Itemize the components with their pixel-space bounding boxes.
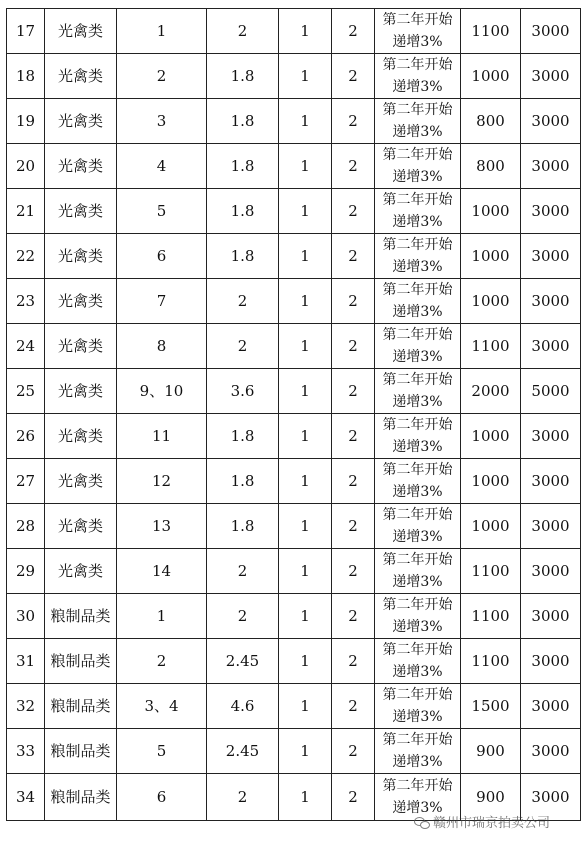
cell-category: 光禽类: [45, 549, 117, 594]
table-row: [7, 414, 581, 459]
cell-column-6: 2: [332, 549, 375, 594]
note-line-2: 递增3%: [392, 34, 443, 50]
cell-area: 1.8: [207, 189, 279, 234]
note-line-2: 递增3%: [392, 709, 443, 725]
cell-price-2: 5000: [521, 369, 581, 414]
cell-stall-number: 7: [117, 279, 207, 324]
cell-price-1: 1000: [461, 504, 521, 549]
cell-price-1: 1100: [461, 549, 521, 594]
note-line-2: 递增3%: [392, 664, 443, 680]
table-row: [7, 504, 581, 549]
cell-number: 25: [7, 369, 45, 414]
cell-stall-number: 9、10: [117, 369, 207, 414]
table-row: [7, 54, 581, 99]
cell-price-2: 3000: [521, 9, 581, 54]
cell-price-2: 3000: [521, 774, 581, 821]
cell-column-5: 1: [279, 189, 332, 234]
cell-area: 2: [207, 324, 279, 369]
cell-rent-increase-note: [375, 414, 461, 459]
note-line-2: 递增3%: [392, 394, 443, 410]
cell-price-1: 800: [461, 144, 521, 189]
cell-column-5: 1: [279, 459, 332, 504]
note-line-2: 递增3%: [392, 349, 443, 365]
cell-rent-increase-note: [375, 504, 461, 549]
cell-number: 21: [7, 189, 45, 234]
cell-area: 2: [207, 594, 279, 639]
table-body: [7, 9, 581, 821]
cell-area: 1.8: [207, 144, 279, 189]
cell-category: 光禽类: [45, 54, 117, 99]
cell-column-5: 1: [279, 549, 332, 594]
note-line-2: 递增3%: [392, 79, 443, 95]
note-line-1: 第二年开始: [382, 102, 453, 118]
note-line-1: 第二年开始: [382, 642, 453, 658]
table-row: [7, 324, 581, 369]
table-row: [7, 684, 581, 729]
cell-column-5: 1: [279, 504, 332, 549]
cell-column-5: 1: [279, 369, 332, 414]
cell-number: 34: [7, 774, 45, 821]
wechat-icon: [414, 816, 430, 828]
cell-column-5: 1: [279, 99, 332, 144]
cell-price-2: 3000: [521, 144, 581, 189]
table-row: [7, 639, 581, 684]
cell-area: 1.8: [207, 504, 279, 549]
table-row: [7, 729, 581, 774]
note-line-1: 第二年开始: [382, 237, 453, 253]
cell-rent-increase-note: [375, 99, 461, 144]
cell-area: 2: [207, 9, 279, 54]
note-line-1: 第二年开始: [382, 57, 453, 73]
cell-area: 1.8: [207, 459, 279, 504]
cell-column-6: 2: [332, 459, 375, 504]
cell-rent-increase-note: [375, 144, 461, 189]
cell-number: 30: [7, 594, 45, 639]
cell-rent-increase-note: [375, 279, 461, 324]
cell-price-2: 3000: [521, 684, 581, 729]
cell-price-2: 3000: [521, 99, 581, 144]
cell-rent-increase-note: [375, 54, 461, 99]
cell-number: 26: [7, 414, 45, 459]
cell-price-2: 3000: [521, 189, 581, 234]
cell-category: 光禽类: [45, 504, 117, 549]
cell-price-1: 1000: [461, 279, 521, 324]
cell-stall-number: 13: [117, 504, 207, 549]
cell-area: 2: [207, 279, 279, 324]
cell-column-5: 1: [279, 594, 332, 639]
table-row: [7, 99, 581, 144]
cell-category: 粮制品类: [45, 594, 117, 639]
cell-rent-increase-note: [375, 639, 461, 684]
cell-column-6: 2: [332, 54, 375, 99]
cell-stall-number: 2: [117, 639, 207, 684]
note-line-2: 递增3%: [392, 214, 443, 230]
table-row: [7, 459, 581, 504]
cell-category: 光禽类: [45, 324, 117, 369]
cell-column-6: 2: [332, 414, 375, 459]
cell-number: 32: [7, 684, 45, 729]
cell-stall-number: 3、4: [117, 684, 207, 729]
cell-price-2: 3000: [521, 54, 581, 99]
cell-rent-increase-note: [375, 594, 461, 639]
cell-price-1: 900: [461, 774, 521, 821]
cell-column-6: 2: [332, 189, 375, 234]
cell-column-6: 2: [332, 774, 375, 821]
cell-number: 24: [7, 324, 45, 369]
cell-column-5: 1: [279, 9, 332, 54]
cell-column-5: 1: [279, 279, 332, 324]
cell-area: 1.8: [207, 414, 279, 459]
cell-category: 粮制品类: [45, 729, 117, 774]
note-line-1: 第二年开始: [382, 597, 453, 613]
cell-stall-number: 11: [117, 414, 207, 459]
cell-stall-number: 2: [117, 54, 207, 99]
cell-column-5: 1: [279, 729, 332, 774]
cell-price-2: 3000: [521, 729, 581, 774]
cell-price-1: 1500: [461, 684, 521, 729]
cell-rent-increase-note: [375, 459, 461, 504]
cell-column-6: 2: [332, 504, 375, 549]
cell-rent-increase-note: [375, 324, 461, 369]
cell-column-6: 2: [332, 369, 375, 414]
cell-price-1: 1000: [461, 459, 521, 504]
cell-stall-number: 1: [117, 594, 207, 639]
cell-category: 光禽类: [45, 279, 117, 324]
cell-column-6: 2: [332, 279, 375, 324]
table-row: [7, 594, 581, 639]
cell-column-5: 1: [279, 54, 332, 99]
cell-stall-number: 5: [117, 189, 207, 234]
cell-column-5: 1: [279, 414, 332, 459]
cell-column-5: 1: [279, 684, 332, 729]
note-line-1: 第二年开始: [382, 687, 453, 703]
note-line-2: 递增3%: [392, 169, 443, 185]
cell-column-6: 2: [332, 234, 375, 279]
cell-number: 33: [7, 729, 45, 774]
cell-category: 粮制品类: [45, 684, 117, 729]
cell-price-1: 1100: [461, 639, 521, 684]
note-line-1: 第二年开始: [382, 192, 453, 208]
cell-stall-number: 8: [117, 324, 207, 369]
cell-stall-number: 14: [117, 549, 207, 594]
note-line-1: 第二年开始: [382, 778, 453, 794]
note-line-1: 第二年开始: [382, 462, 453, 478]
cell-number: 20: [7, 144, 45, 189]
cell-price-2: 3000: [521, 459, 581, 504]
cell-price-2: 3000: [521, 594, 581, 639]
note-line-2: 递增3%: [392, 574, 443, 590]
table-row: [7, 144, 581, 189]
cell-rent-increase-note: [375, 369, 461, 414]
watermark-text: 赣州市瑞京拍卖公司: [433, 816, 551, 831]
cell-area: 2: [207, 774, 279, 821]
cell-category: 粮制品类: [45, 774, 117, 821]
cell-column-5: 1: [279, 774, 332, 821]
note-line-1: 第二年开始: [382, 147, 453, 163]
cell-price-2: 3000: [521, 234, 581, 279]
cell-area: 1.8: [207, 99, 279, 144]
cell-area: 3.6: [207, 369, 279, 414]
note-line-2: 递增3%: [392, 529, 443, 545]
table-row: [7, 279, 581, 324]
auction-lot-table: [6, 8, 581, 821]
note-line-1: 第二年开始: [382, 12, 453, 28]
cell-number: 17: [7, 9, 45, 54]
note-line-2: 递增3%: [392, 439, 443, 455]
cell-area: 1.8: [207, 234, 279, 279]
cell-rent-increase-note: [375, 729, 461, 774]
cell-price-1: 2000: [461, 369, 521, 414]
cell-column-6: 2: [332, 684, 375, 729]
cell-column-6: 2: [332, 324, 375, 369]
cell-price-2: 3000: [521, 279, 581, 324]
cell-number: 28: [7, 504, 45, 549]
cell-stall-number: 6: [117, 234, 207, 279]
cell-column-6: 2: [332, 729, 375, 774]
note-line-2: 递增3%: [392, 484, 443, 500]
cell-number: 18: [7, 54, 45, 99]
cell-price-2: 3000: [521, 324, 581, 369]
cell-area: 4.6: [207, 684, 279, 729]
table-row: [7, 369, 581, 414]
cell-price-1: 1100: [461, 324, 521, 369]
note-line-1: 第二年开始: [382, 417, 453, 433]
cell-stall-number: 6: [117, 774, 207, 821]
cell-column-5: 1: [279, 234, 332, 279]
note-line-2: 递增3%: [392, 259, 443, 275]
cell-category: 光禽类: [45, 414, 117, 459]
cell-rent-increase-note: [375, 549, 461, 594]
table-row: [7, 234, 581, 279]
table-row: [7, 9, 581, 54]
note-line-1: 第二年开始: [382, 327, 453, 343]
cell-category: 光禽类: [45, 189, 117, 234]
cell-category: 光禽类: [45, 99, 117, 144]
cell-price-1: 1000: [461, 189, 521, 234]
cell-price-2: 3000: [521, 549, 581, 594]
cell-category: 光禽类: [45, 369, 117, 414]
cell-price-1: 1100: [461, 594, 521, 639]
cell-rent-increase-note: [375, 684, 461, 729]
note-line-2: 递增3%: [392, 754, 443, 770]
cell-column-5: 1: [279, 324, 332, 369]
cell-price-1: 1000: [461, 234, 521, 279]
cell-area: 1.8: [207, 54, 279, 99]
note-line-1: 第二年开始: [382, 282, 453, 298]
cell-rent-increase-note: [375, 9, 461, 54]
cell-price-1: 800: [461, 99, 521, 144]
watermark: [414, 812, 550, 831]
note-line-1: 第二年开始: [382, 552, 453, 568]
cell-price-1: 1000: [461, 414, 521, 459]
cell-column-6: 2: [332, 9, 375, 54]
note-line-1: 第二年开始: [382, 507, 453, 523]
cell-rent-increase-note: [375, 234, 461, 279]
cell-number: 22: [7, 234, 45, 279]
cell-price-2: 3000: [521, 504, 581, 549]
cell-number: 31: [7, 639, 45, 684]
cell-price-1: 1000: [461, 54, 521, 99]
note-line-2: 递增3%: [392, 619, 443, 635]
table-row: [7, 189, 581, 234]
cell-column-6: 2: [332, 594, 375, 639]
note-line-2: 递增3%: [392, 304, 443, 320]
cell-column-6: 2: [332, 639, 375, 684]
cell-price-2: 3000: [521, 414, 581, 459]
cell-category: 光禽类: [45, 9, 117, 54]
cell-price-1: 900: [461, 729, 521, 774]
table-row: [7, 549, 581, 594]
cell-category: 光禽类: [45, 459, 117, 504]
cell-price-2: 3000: [521, 639, 581, 684]
cell-stall-number: 3: [117, 99, 207, 144]
cell-stall-number: 5: [117, 729, 207, 774]
cell-number: 19: [7, 99, 45, 144]
note-line-1: 第二年开始: [382, 732, 453, 748]
cell-stall-number: 12: [117, 459, 207, 504]
cell-category: 粮制品类: [45, 639, 117, 684]
cell-number: 23: [7, 279, 45, 324]
cell-number: 29: [7, 549, 45, 594]
cell-area: 2.45: [207, 639, 279, 684]
cell-area: 2.45: [207, 729, 279, 774]
note-line-2: 递增3%: [392, 124, 443, 140]
cell-category: 光禽类: [45, 234, 117, 279]
cell-column-6: 2: [332, 99, 375, 144]
note-line-1: 第二年开始: [382, 372, 453, 388]
cell-stall-number: 4: [117, 144, 207, 189]
cell-column-6: 2: [332, 144, 375, 189]
cell-area: 2: [207, 549, 279, 594]
cell-price-1: 1100: [461, 9, 521, 54]
cell-category: 光禽类: [45, 144, 117, 189]
cell-stall-number: 1: [117, 9, 207, 54]
note-line-2: 递增3%: [392, 800, 443, 816]
cell-number: 27: [7, 459, 45, 504]
cell-column-5: 1: [279, 639, 332, 684]
cell-rent-increase-note: [375, 189, 461, 234]
cell-column-5: 1: [279, 144, 332, 189]
